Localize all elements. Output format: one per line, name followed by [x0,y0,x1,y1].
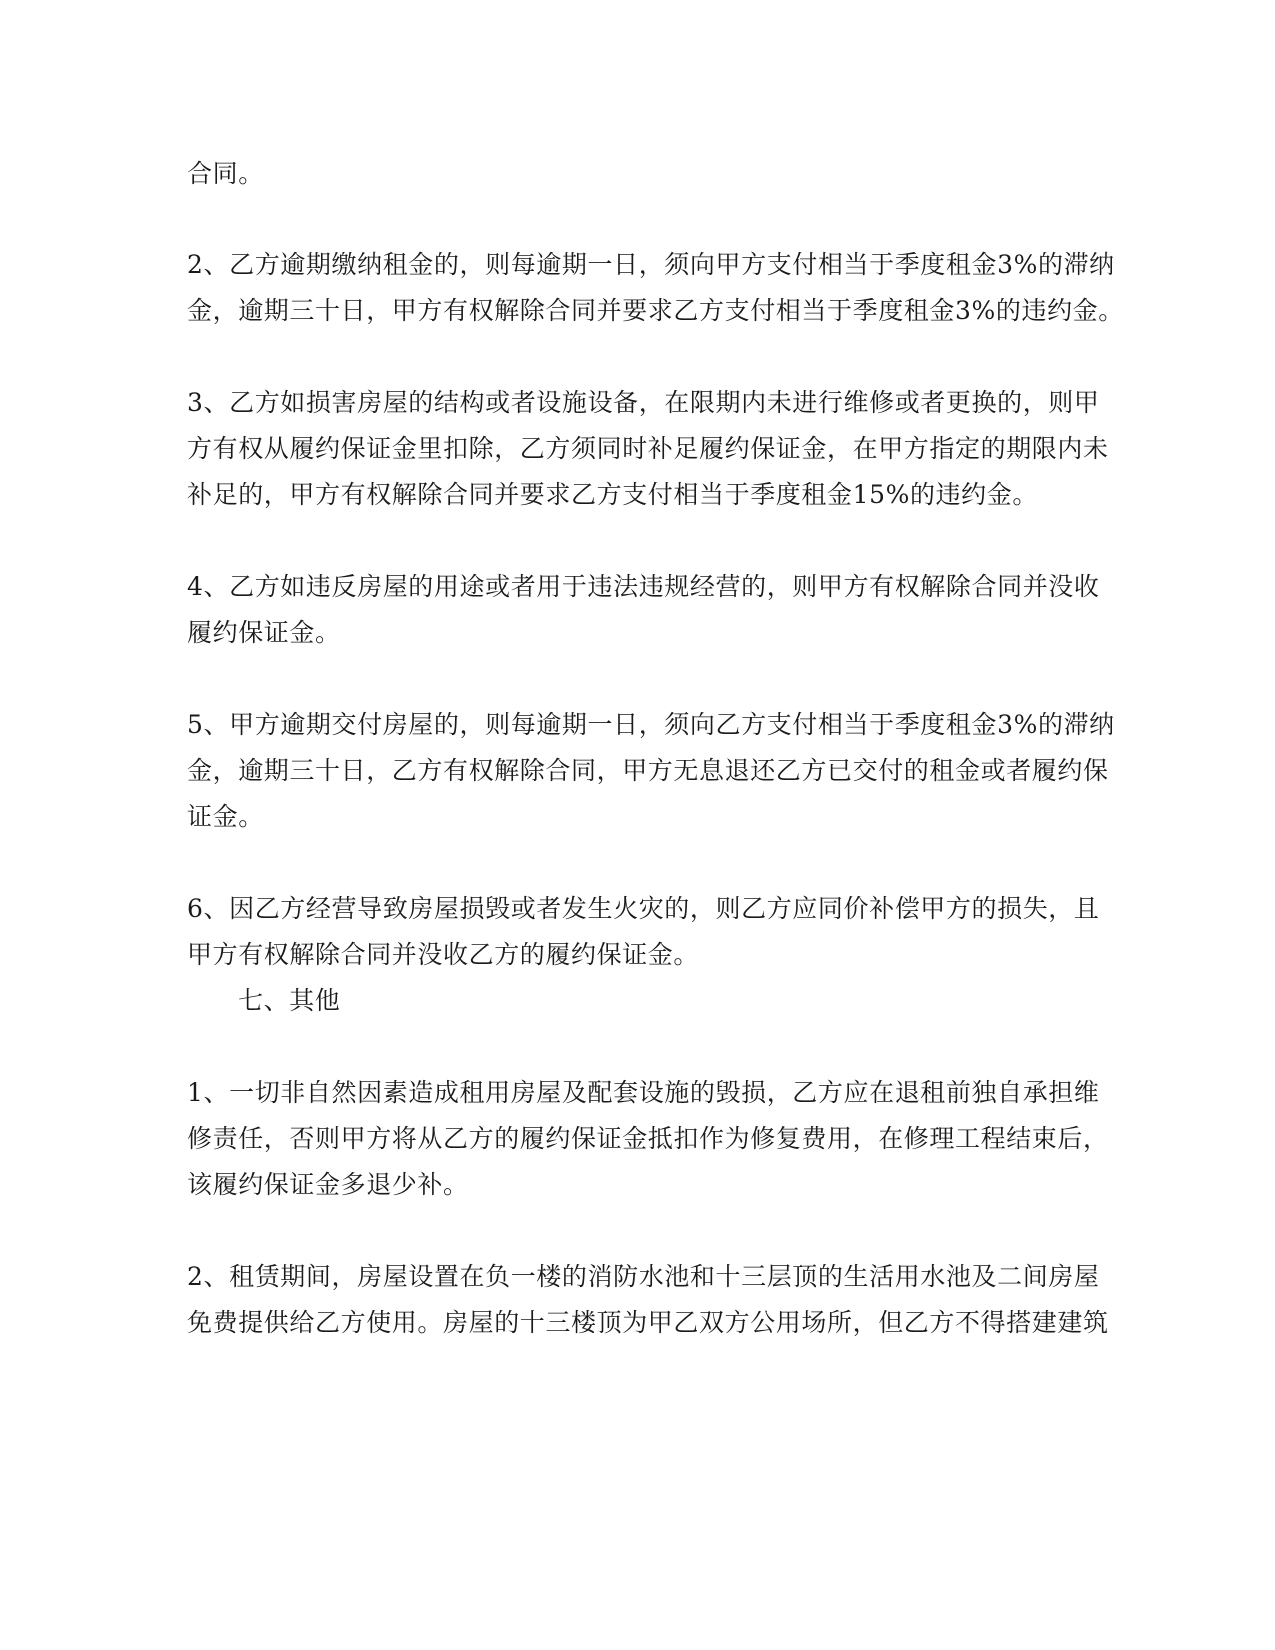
clause-7-2-line-1: 2、租赁期间，房屋设置在负一楼的消防水池和十三层顶的生活用水池及二间房屋 [187,1262,1100,1291]
clause-6-2-line-2: 金，逾期三十日，甲方有权解除合同并要求乙方支付相当于季度租金3%的违约金。 [187,296,1124,325]
clause-7-1-line-3: 该履约保证金多退少补。 [187,1170,469,1199]
clause-7-2-line-2: 免费提供给乙方使用。房屋的十三楼顶为甲乙双方公用场所，但乙方不得搭建建筑 [187,1308,1109,1337]
clause-6-5-line-3: 证金。 [187,802,264,831]
text-line: 合同。 [187,159,264,188]
clause-7-1-line-1: 1、一切非自然因素造成租用房屋及配套设施的毁损，乙方应在退租前独自承担维 [187,1078,1100,1107]
clause-6-4-line-2: 履约保证金。 [187,618,341,647]
section-heading: 七、其他 [238,986,341,1015]
clause-6-5-line-2: 金，逾期三十日，乙方有权解除合同，甲方无息退还乙方已交付的租金或者履约保 [187,756,1109,785]
clause-6-5-line-1: 5、甲方逾期交付房屋的，则每逾期一日，须向乙方支付相当于季度租金3%的滞纳 [187,710,1115,739]
clause-6-3-line-2: 方有权从履约保证金里扣除，乙方须同时补足履约保证金，在甲方指定的期限内未 [187,434,1109,463]
clause-6-6-line-2: 甲方有权解除合同并没收乙方的履约保证金。 [187,940,700,969]
clause-6-6-line-1: 6、因乙方经营导致房屋损毁或者发生火灾的，则乙方应同价补偿甲方的损失，且 [187,894,1100,923]
clause-6-3-line-1: 3、乙方如损害房屋的结构或者设施设备，在限期内未进行维修或者更换的，则甲 [187,388,1100,417]
clause-6-3-line-3: 补足的，甲方有权解除合同并要求乙方支付相当于季度租金15%的违约金。 [187,480,1038,509]
clause-6-2-line-1: 2、乙方逾期缴纳租金的，则每逾期一日，须向甲方支付相当于季度租金3%的滞纳 [187,250,1115,279]
clause-6-4-line-1: 4、乙方如违反房屋的用途或者用于违法违规经营的，则甲方有权解除合同并没收 [187,572,1100,601]
clause-7-1-line-2: 修责任，否则甲方将从乙方的履约保证金抵扣作为修复费用，在修理工程结束后， [187,1124,1109,1153]
